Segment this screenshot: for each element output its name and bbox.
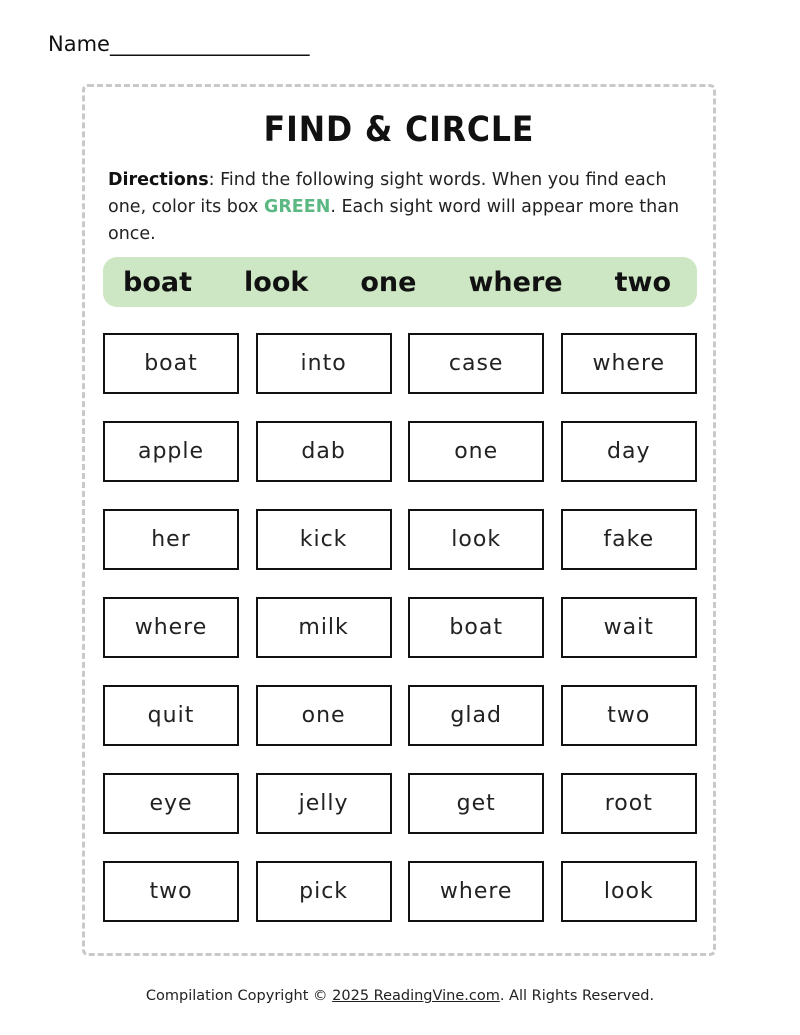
word-box[interactable]: one bbox=[256, 685, 392, 746]
word-box[interactable]: fake bbox=[561, 509, 697, 570]
word-box[interactable]: where bbox=[103, 597, 239, 658]
directions-text-1: : Find the following sight words. When you find each one, color its box bbox=[108, 170, 667, 217]
word-box[interactable]: milk bbox=[256, 597, 392, 658]
word-box[interactable]: glad bbox=[408, 685, 544, 746]
word-box[interactable]: look bbox=[408, 509, 544, 570]
word-box[interactable]: into bbox=[256, 333, 392, 394]
word-box[interactable]: boat bbox=[103, 333, 239, 394]
word-grid bbox=[103, 333, 697, 922]
word-bank-item: two bbox=[614, 266, 671, 298]
copyright-footer bbox=[0, 988, 800, 1004]
worksheet-title: FIND & CIRCLE bbox=[263, 110, 535, 150]
name-field[interactable] bbox=[48, 32, 309, 56]
word-box[interactable]: eye bbox=[103, 773, 239, 834]
word-box[interactable]: jelly bbox=[256, 773, 392, 834]
word-box[interactable]: one bbox=[408, 421, 544, 482]
directions-highlight: GREEN bbox=[263, 197, 331, 217]
word-box[interactable]: apple bbox=[103, 421, 239, 482]
word-box[interactable]: boat bbox=[408, 597, 544, 658]
word-bank-item: boat bbox=[123, 266, 193, 298]
word-box[interactable]: where bbox=[408, 861, 544, 922]
word-box[interactable]: pick bbox=[256, 861, 392, 922]
word-bank-item: one bbox=[360, 266, 417, 298]
word-box[interactable]: her bbox=[103, 509, 239, 570]
word-bank-item: where bbox=[468, 266, 563, 298]
word-box[interactable]: day bbox=[561, 421, 697, 482]
word-box[interactable]: dab bbox=[256, 421, 392, 482]
word-box[interactable]: kick bbox=[256, 509, 392, 570]
word-box[interactable]: two bbox=[103, 861, 239, 922]
word-box[interactable]: quit bbox=[103, 685, 239, 746]
footer-prefix: Compilation Copyright © bbox=[145, 988, 333, 1004]
directions bbox=[108, 167, 698, 248]
word-bank-item: look bbox=[244, 266, 309, 298]
directions-text-2: . Each sight word will appear more than once. bbox=[108, 197, 680, 244]
word-box[interactable]: where bbox=[561, 333, 697, 394]
word-bank bbox=[103, 257, 697, 307]
word-box[interactable]: wait bbox=[561, 597, 697, 658]
directions-label: Directions bbox=[108, 170, 209, 190]
name-blank[interactable]: ___________________ bbox=[109, 32, 310, 56]
footer-link[interactable]: 2025 ReadingVine.com bbox=[332, 988, 500, 1004]
footer-suffix: . All Rights Reserved. bbox=[499, 988, 655, 1004]
word-box[interactable]: two bbox=[561, 685, 697, 746]
name-label: Name bbox=[48, 32, 110, 56]
word-box[interactable]: get bbox=[408, 773, 544, 834]
word-box[interactable]: root bbox=[561, 773, 697, 834]
word-box[interactable]: look bbox=[561, 861, 697, 922]
word-box[interactable]: case bbox=[408, 333, 544, 394]
